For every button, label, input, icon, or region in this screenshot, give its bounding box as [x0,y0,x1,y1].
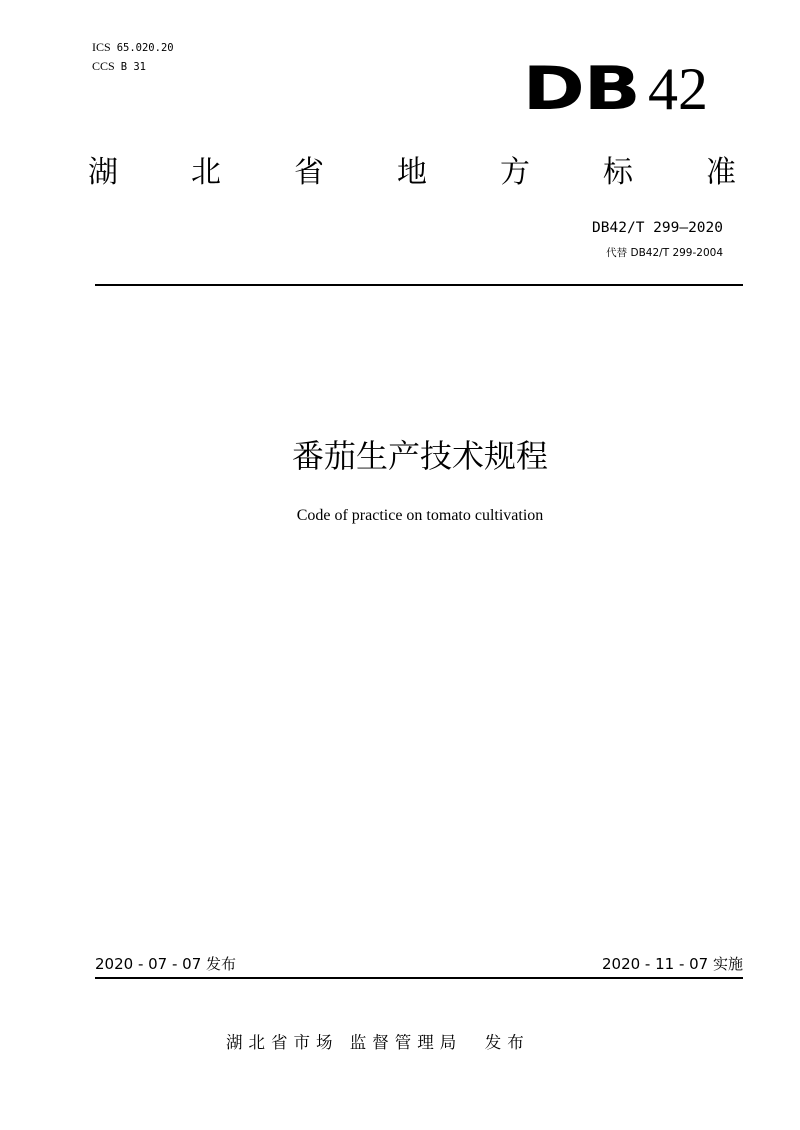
replaces-standard: 代替 DB42/T 299-2004 [606,247,723,259]
db-letters: DB [523,54,640,124]
publish-date: 2020 - 07 - 07 发布 [95,955,237,973]
ics-code: 65.020.20 [116,42,174,54]
standard-type-heading [88,153,736,193]
standard-type-char: 标 [603,155,633,190]
ics-line [92,40,174,55]
standard-type-char: 地 [397,155,427,190]
header-divider [95,284,743,286]
ccs-line [92,59,146,74]
document-title-english: Code of practice on tomato cultivation [296,507,544,524]
ics-label: ICS [92,40,111,54]
db-number: 42 [648,56,708,122]
document-title: 番茄生产技术规程 [291,437,548,475]
standard-type-char: 湖 [88,155,118,190]
standard-type-char: 北 [191,155,221,190]
standard-type-char: 方 [500,155,530,190]
footer-divider [95,977,743,979]
ccs-code: B 31 [120,61,146,73]
db-standard-mark [523,50,708,124]
implement-date: 2020 - 11 - 07 实施 [601,955,743,973]
standard-number: DB42/T 299—2020 [592,220,723,236]
standard-type-char: 省 [294,155,324,190]
standard-type-char: 准 [706,155,736,190]
ccs-label: CCS [92,59,115,73]
issuing-authority: 湖北省市场 监督管理局 发布 [226,1033,530,1052]
